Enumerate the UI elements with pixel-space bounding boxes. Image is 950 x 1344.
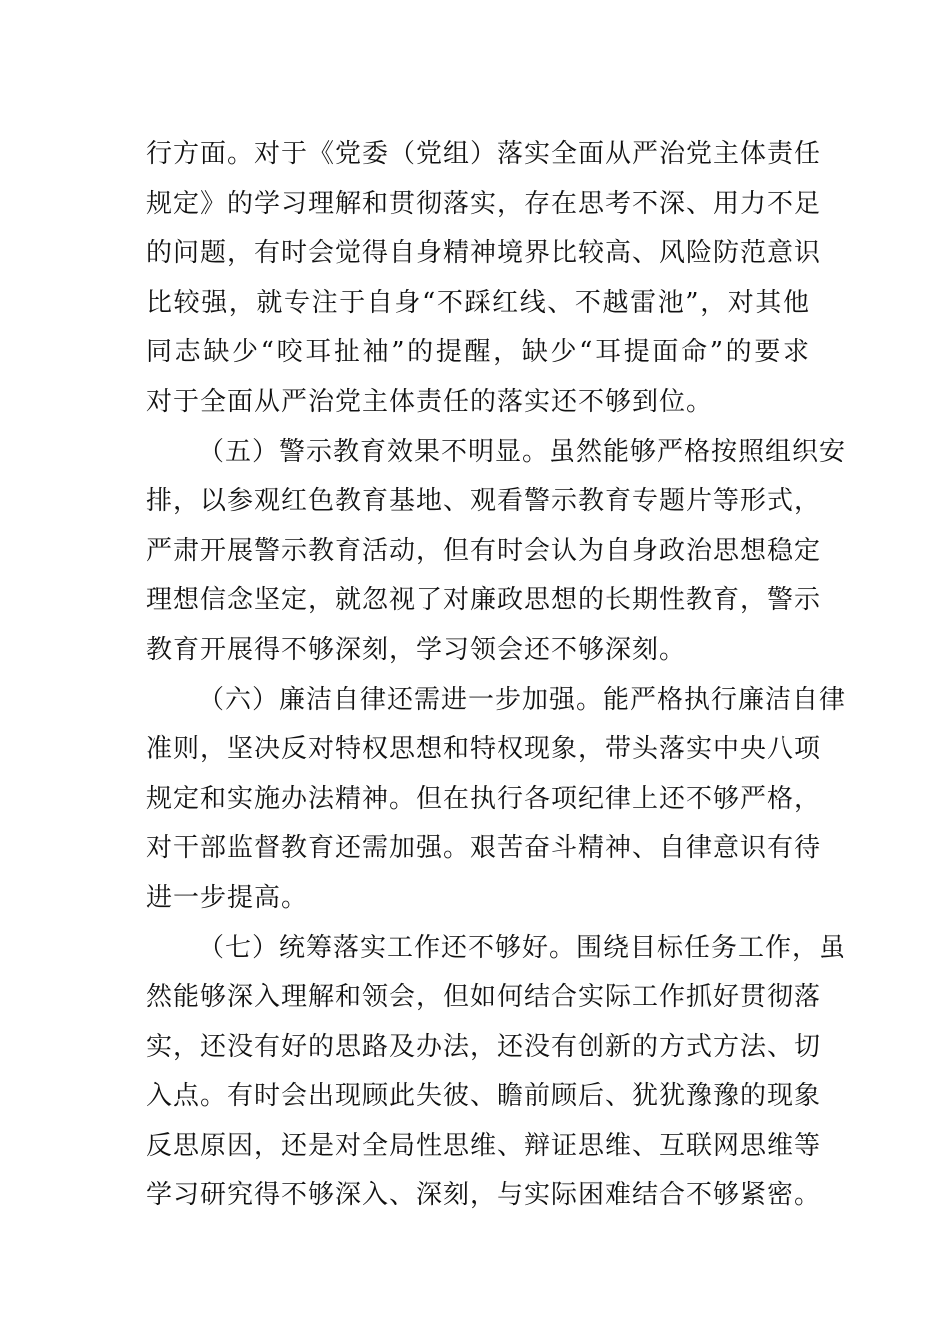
text-line: 同志缺少“咬耳扯袖”的提醒，缺少“耳提面命”的要求 xyxy=(146,337,810,368)
text-line: 对干部监督教育还需加强。艰苦奋斗精神、自律意识有待 xyxy=(146,833,822,864)
text-line: 进一步提高。 xyxy=(146,882,309,913)
text-line: 准则，坚决反对特权思想和特权现象，带头落实中央八项 xyxy=(146,734,822,765)
text-line: 比较强，就专注于自身“不踩红线、不越雷池”，对其他 xyxy=(146,287,810,318)
text-line: 规定》的学习理解和贯彻落实，存在思考不深、用力不足 xyxy=(146,188,822,219)
text-line: 对于全面从严治党主体责任的落实还不够到位。 xyxy=(146,386,714,417)
text-line: 排，以参观红色教育基地、观看警示教育专题片等形式， xyxy=(146,486,822,517)
text-line: 学习研究得不够深入、深刻，与实际困难结合不够紧密。 xyxy=(146,1180,822,1211)
document-body xyxy=(146,130,847,1221)
text-line: 入点。有时会出现顾此失彼、瞻前顾后、犹犹豫豫的现象 xyxy=(146,1081,822,1112)
text-line: 规定和实施办法精神。但在执行各项纪律上还不够严格， xyxy=(146,783,822,814)
paragraph-first-line: （七）统筹落实工作还不够好。围绕目标任务工作，虽 xyxy=(198,932,847,963)
text-line: 教育开展得不够深刻，学习领会还不够深刻。 xyxy=(146,634,687,665)
paragraph-first-line: （六）廉洁自律还需进一步加强。能严格执行廉洁自律 xyxy=(198,684,847,715)
text-line: 严肃开展警示教育活动，但有时会认为自身政治思想稳定 xyxy=(146,535,822,566)
text-line: 行方面。对于《党委（党组）落实全面从严治党主体责任 xyxy=(146,139,822,169)
paragraph-first-line: （五）警示教育效果不明显。虽然能够严格按照组织安 xyxy=(198,436,847,467)
text-line: 理想信念坚定，就忽视了对廉政思想的长期性教育，警示 xyxy=(146,585,822,616)
text-line: 实，还没有好的思路及办法，还没有创新的方式方法、切 xyxy=(146,1031,822,1062)
text-line: 反思原因，还是对全局性思维、辩证思维、互联网思维等 xyxy=(146,1130,822,1161)
text-line: 的问题，有时会觉得自身精神境界比较高、风险防范意识 xyxy=(146,238,822,269)
text-line: 然能够深入理解和领会，但如何结合实际工作抓好贯彻落 xyxy=(146,982,822,1013)
